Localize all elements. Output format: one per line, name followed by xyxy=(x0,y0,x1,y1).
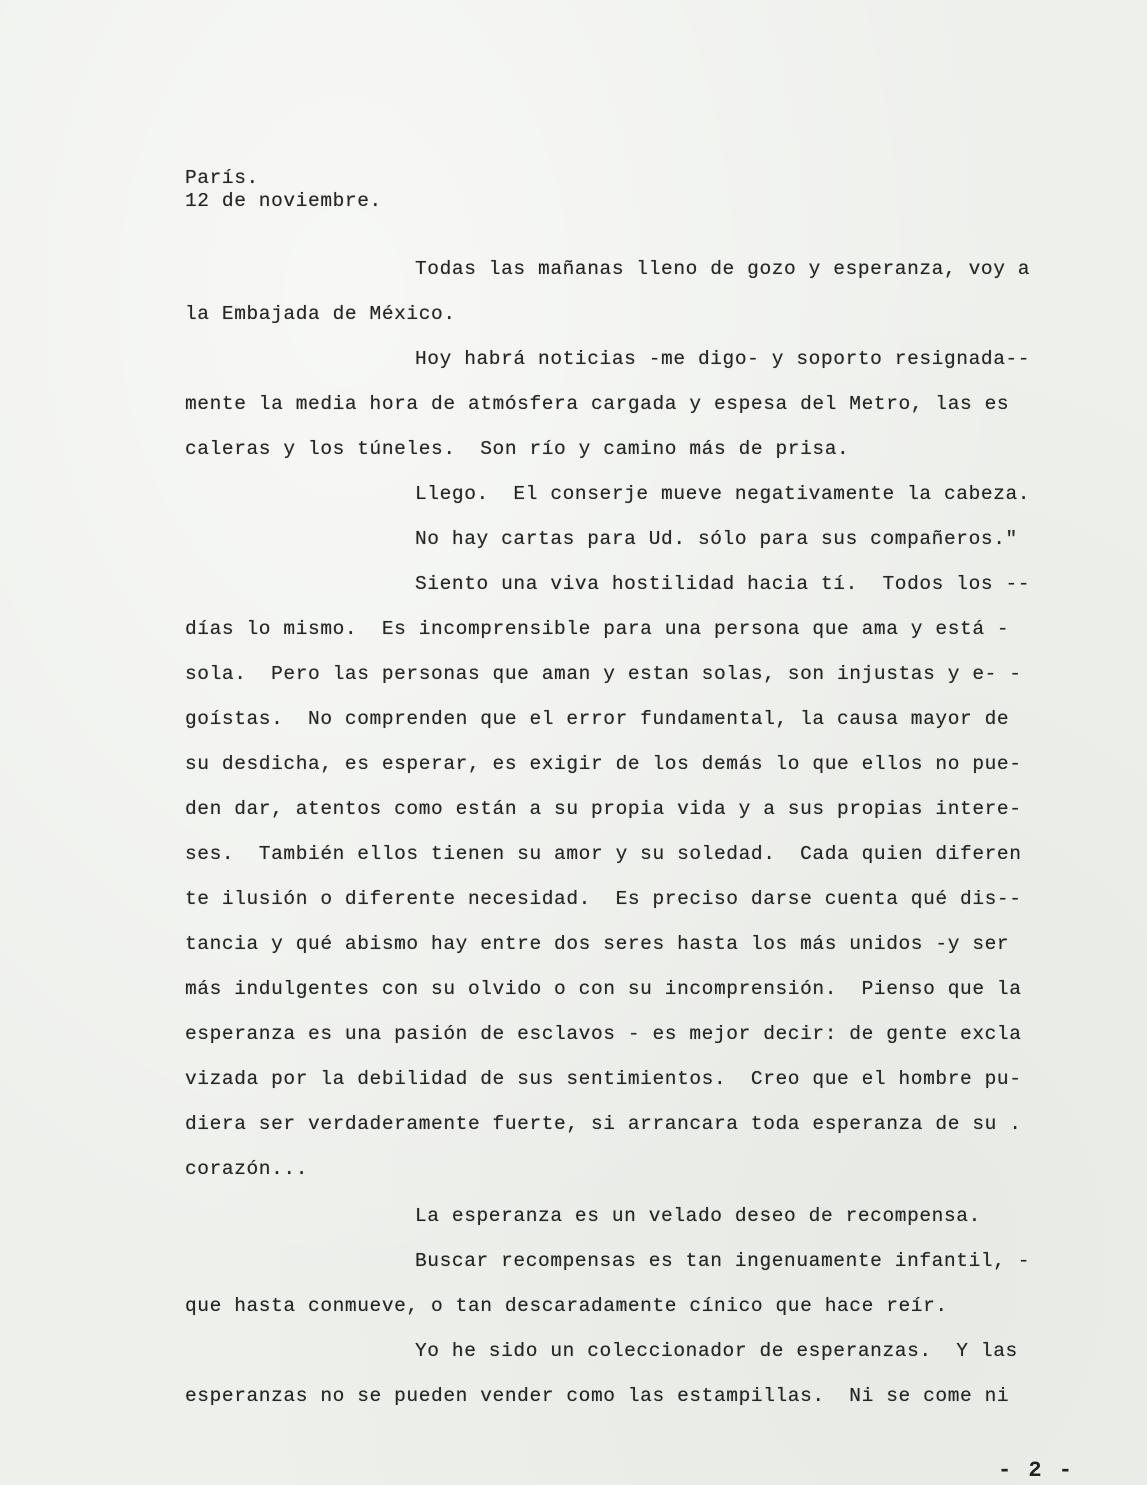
text-line: caleras y los túneles. Son río y camino más de prisa. xyxy=(185,438,850,460)
text-line: diera ser verdaderamente fuerte, si arrancara toda esperanza de su . xyxy=(185,1113,1022,1135)
text-line: den dar, atentos como están a su propia vida y a sus propias intere- xyxy=(185,798,1022,820)
text-line: Todas las mañanas lleno de gozo y esperanza, voy a xyxy=(415,258,1031,280)
text-line: esperanza es una pasión de esclavos - es mejor decir: de gente excla xyxy=(185,1023,1022,1045)
text-line: La esperanza es un velado deseo de recompensa. xyxy=(415,1205,981,1227)
text-line: Yo he sido un coleccionador de esperanzas. Y las xyxy=(415,1340,1018,1362)
text-line: mente la media hora de atmósfera cargada y espesa del Metro, las es xyxy=(185,393,1010,415)
text-line: días lo mismo. Es incomprensible para una persona que ama y está - xyxy=(185,618,1010,640)
text-line: Llego. El conserje mueve negativamente la cabeza. xyxy=(415,483,1031,505)
text-line: esperanzas no se pueden vender como las estampillas. Ni se come ni xyxy=(185,1385,1010,1407)
text-line: goístas. No comprenden que el error fundamental, la causa mayor de xyxy=(185,708,1010,730)
page-number: - 2 - xyxy=(998,1458,1075,1483)
header-place: París. xyxy=(185,167,259,189)
text-line: Hoy habrá noticias -me digo- y soporto resignada-- xyxy=(415,348,1031,370)
text-line: Buscar recompensas es tan ingenuamente infantil, - xyxy=(415,1250,1031,1272)
text-line: que hasta conmueve, o tan descaradamente cínico que hace reír. xyxy=(185,1295,948,1317)
text-line: más indulgentes con su olvido o con su incomprensión. Pienso que la xyxy=(185,978,1022,1000)
text-line: corazón... xyxy=(185,1158,309,1180)
text-line: te ilusión o diferente necesidad. Es preciso darse cuenta qué dis-- xyxy=(185,888,1022,910)
text-line: ses. También ellos tienen su amor y su soledad. Cada quien diferen xyxy=(185,843,1022,865)
header-date: 12 de noviembre. xyxy=(185,190,382,212)
text-line: No hay cartas para Ud. sólo para sus compañeros." xyxy=(415,528,1018,550)
text-line: tancia y qué abismo hay entre dos seres hasta los más unidos -y ser xyxy=(185,933,1010,955)
text-line: sola. Pero las personas que aman y estan solas, son injustas y e- - xyxy=(185,663,1022,685)
text-line: vizada por la debilidad de sus sentimientos. Creo que el hombre pu- xyxy=(185,1068,1022,1090)
text-line: Siento una viva hostilidad hacia tí. Todos los -- xyxy=(415,573,1031,595)
text-line: la Embajada de México. xyxy=(185,303,456,325)
text-line: su desdicha, es esperar, es exigir de los demás lo que ellos no pue- xyxy=(185,753,1022,775)
